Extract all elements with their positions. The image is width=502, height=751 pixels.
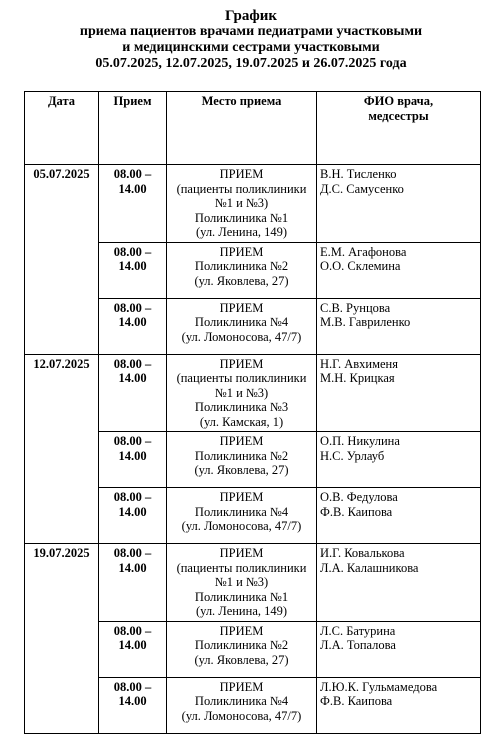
time-cell xyxy=(99,354,167,432)
place-line: Поликлиника №4 xyxy=(194,694,289,708)
staff-name: Д.С. Самусенко xyxy=(320,181,404,196)
staff-name: О.П. Никулина xyxy=(320,434,400,448)
date-cell: 19.07.2025 xyxy=(25,544,99,734)
time-cell xyxy=(99,621,167,677)
time-line: 14.00 xyxy=(118,448,147,463)
staff-name: Н.Г. Авхименя xyxy=(320,356,398,371)
place-line: №1 и №3) xyxy=(214,385,269,400)
time-line: 14.00 xyxy=(118,259,147,273)
staff-name: М.Н. Крицкая xyxy=(320,371,395,385)
time-cell xyxy=(99,242,167,298)
staff-cell xyxy=(317,488,481,544)
staff-name: Л.С. Батурина xyxy=(320,623,396,638)
place-line: (ул. Ломоносова, 47/7) xyxy=(181,519,302,533)
place-cell xyxy=(167,488,317,544)
place-cell xyxy=(167,298,317,354)
header-time: Прием xyxy=(99,92,167,165)
title-line-2: приема пациентов врачами педиатрами участковыми xyxy=(79,24,423,39)
place-cell xyxy=(167,165,317,243)
time-line: 08.00 – xyxy=(113,679,152,694)
place-line: (ул. Ленина, 149) xyxy=(195,225,288,239)
place-line: (пациенты поликлиники xyxy=(176,181,307,196)
header-date: Дата xyxy=(25,92,99,165)
place-cell xyxy=(167,432,317,488)
table-header-row xyxy=(25,92,481,165)
time-line: 14.00 xyxy=(118,371,147,385)
table-body xyxy=(25,165,481,734)
place-line: Поликлиника №2 xyxy=(194,638,289,652)
place-line: (пациенты поликлиники xyxy=(176,371,307,385)
staff-cell xyxy=(317,432,481,488)
staff-name: О.О. Склемина xyxy=(320,259,401,273)
header-place: Место приема xyxy=(167,92,317,165)
staff-cell xyxy=(317,677,481,733)
place-line: (ул. Яковлева, 27) xyxy=(194,463,289,477)
time-line: 08.00 – xyxy=(113,167,152,181)
date-cell: 12.07.2025 xyxy=(25,354,99,544)
staff-cell xyxy=(317,165,481,243)
time-line: 08.00 – xyxy=(113,623,152,638)
time-cell xyxy=(99,677,167,733)
staff-name: Е.М. Агафонова xyxy=(320,244,407,259)
place-line: Поликлиника №1 xyxy=(194,589,289,604)
place-line: Поликлиника №4 xyxy=(194,315,289,329)
title-line-1: График xyxy=(224,8,278,24)
place-line: (ул. Ломоносова, 47/7) xyxy=(181,708,302,723)
time-cell xyxy=(99,544,167,622)
title-line-3: и медицинскими сестрами участковыми xyxy=(122,40,380,55)
time-line: 08.00 – xyxy=(113,244,152,259)
time-line: 08.00 – xyxy=(113,490,152,504)
title-line-4: 05.07.2025, 12.07.2025, 19.07.2025 и 26.07.2025 года xyxy=(95,56,407,71)
time-line: 08.00 – xyxy=(113,546,152,560)
staff-name: Л.Ю.К. Гульмамедова xyxy=(320,679,438,694)
time-cell xyxy=(99,165,167,243)
place-line: Поликлиника №2 xyxy=(194,259,289,273)
staff-name: Ф.В. Каипова xyxy=(320,504,393,519)
place-cell xyxy=(167,354,317,432)
place-line: (ул. Яковлева, 27) xyxy=(194,273,289,288)
time-line: 14.00 xyxy=(118,560,147,575)
table-row xyxy=(25,165,481,243)
place-line: Поликлиника №1 xyxy=(194,210,289,225)
place-line: ПРИЕМ xyxy=(219,623,264,638)
place-line: (ул. Ленина, 149) xyxy=(195,604,288,618)
time-line: 08.00 – xyxy=(113,300,152,315)
place-line: (ул. Ломоносова, 47/7) xyxy=(181,329,302,344)
place-line: ПРИЕМ xyxy=(219,356,264,371)
place-cell xyxy=(167,544,317,622)
staff-cell xyxy=(317,242,481,298)
staff-cell xyxy=(317,354,481,432)
place-line: ПРИЕМ xyxy=(219,679,264,694)
staff-name: В.Н. Тисленко xyxy=(320,167,397,181)
time-line: 14.00 xyxy=(118,315,147,329)
time-cell xyxy=(99,432,167,488)
time-line: 08.00 – xyxy=(113,434,152,448)
staff-cell xyxy=(317,544,481,622)
schedule-table xyxy=(24,91,481,734)
place-line: №1 и №3) xyxy=(214,196,269,210)
place-cell xyxy=(167,677,317,733)
time-line: 14.00 xyxy=(118,504,147,519)
place-line: Поликлиника №2 xyxy=(194,448,289,463)
staff-name: С.В. Рунцова xyxy=(320,300,391,315)
time-cell xyxy=(99,298,167,354)
header-staff xyxy=(317,92,481,165)
time-line: 14.00 xyxy=(118,638,147,652)
place-line: (ул. Камская, 1) xyxy=(199,414,284,429)
place-line: ПРИЕМ xyxy=(219,546,264,560)
place-line: Поликлиника №4 xyxy=(194,504,289,519)
place-cell xyxy=(167,242,317,298)
date-cell: 05.07.2025 xyxy=(25,165,99,355)
table-row xyxy=(25,544,481,622)
staff-name: О.В. Федулова xyxy=(320,490,398,504)
staff-name: И.Г. Ковалькова xyxy=(320,546,405,560)
place-line: ПРИЕМ xyxy=(219,167,264,181)
staff-name: М.В. Гавриленко xyxy=(320,315,411,329)
staff-name: Н.С. Урлауб xyxy=(320,448,385,463)
place-line: ПРИЕМ xyxy=(219,490,264,504)
place-line: (пациенты поликлиники xyxy=(176,560,307,575)
place-line: №1 и №3) xyxy=(214,575,269,589)
place-cell xyxy=(167,621,317,677)
staff-cell xyxy=(317,298,481,354)
staff-name: Л.А. Калашникова xyxy=(320,560,419,575)
table-row xyxy=(25,354,481,432)
staff-cell xyxy=(317,621,481,677)
place-line: ПРИЕМ xyxy=(219,244,264,259)
time-cell xyxy=(99,488,167,544)
place-line: ПРИЕМ xyxy=(219,434,264,448)
staff-name: Л.А. Топалова xyxy=(320,638,396,652)
header-staff-line-1: ФИО врача, xyxy=(363,94,434,108)
place-line: Поликлиника №3 xyxy=(194,400,289,414)
place-line: (ул. Яковлева, 27) xyxy=(194,652,289,667)
header-staff-line-2: медсестры xyxy=(368,108,429,123)
time-line: 14.00 xyxy=(118,694,147,708)
time-line: 08.00 – xyxy=(113,356,152,371)
place-line: ПРИЕМ xyxy=(219,300,264,315)
staff-name: Ф.В. Каипова xyxy=(320,694,393,708)
time-line: 14.00 xyxy=(118,181,147,196)
document-title xyxy=(0,8,502,72)
